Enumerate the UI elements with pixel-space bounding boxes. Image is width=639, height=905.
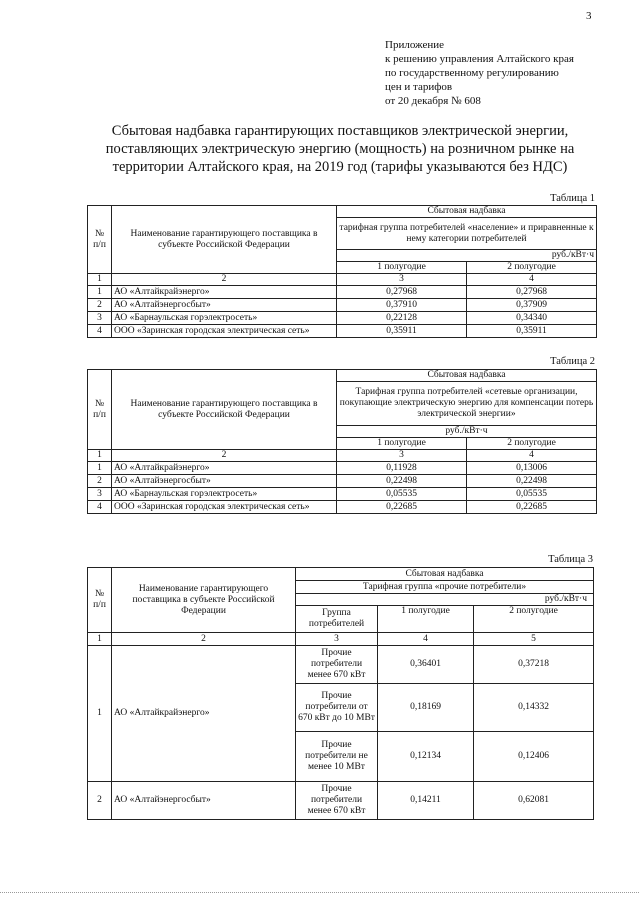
table3-colnum: 1 <box>88 633 112 646</box>
table3-half1-header: 1 полугодие <box>378 606 474 633</box>
consumer-group: Прочие потребители менее 670 кВт <box>296 646 378 684</box>
table3-colnum: 4 <box>378 633 474 646</box>
table1-caption: Таблица 1 <box>550 193 595 204</box>
value-half1: 0,11928 <box>337 462 467 475</box>
table2-colnum: 4 <box>467 450 597 462</box>
title-line: территории Алтайского края, на 2019 год (тарифы указываются без НДС) <box>112 159 568 175</box>
table3-subgroup-header: Группа потребителей <box>296 606 378 633</box>
row-number: 3 <box>88 488 112 501</box>
table1-unit: руб./кВт·ч <box>337 250 597 262</box>
title-line: Сбытовая надбавка гарантирующих поставщиков электрической энергии, <box>111 123 569 139</box>
document-title <box>70 122 610 176</box>
title-line: поставляющих электрическую энергию (мощность) на розничном рынке на <box>105 141 575 157</box>
table-row <box>88 299 597 312</box>
value-half1: 0,22685 <box>337 501 467 514</box>
value-half1: 0,12134 <box>378 732 474 782</box>
table1-half1-header: 1 полугодие <box>337 262 467 274</box>
supplier-name: АО «Барнаульская горэлектросеть» <box>112 312 337 325</box>
value-half2: 0,35911 <box>467 325 597 338</box>
value-half2: 0,22685 <box>467 501 597 514</box>
value-half1: 0,22498 <box>337 475 467 488</box>
table2-name-header: Наименование гарантирующего поставщика в субъекте Российской Федерации <box>112 370 337 450</box>
supplier-name: АО «Алтайэнергосбыт» <box>112 299 337 312</box>
table2-colnum: 3 <box>337 450 467 462</box>
supplier-name: АО «Алтайкрайэнерго» <box>112 462 337 475</box>
value-half1: 0,18169 <box>378 684 474 732</box>
value-half1: 0,05535 <box>337 488 467 501</box>
consumer-group: Прочие потребители от 670 кВт до 10 МВт <box>296 684 378 732</box>
table2-colnum: 1 <box>88 450 112 462</box>
row-number: 2 <box>88 475 112 488</box>
appendix-line: по государственному регулированию <box>385 67 559 79</box>
table3-group-header: Тарифная группа «прочие потребители» <box>296 581 594 594</box>
value-half2: 0,12406 <box>474 732 594 782</box>
appendix-line: к решению управления Алтайского края <box>385 53 574 65</box>
table-row <box>88 325 597 338</box>
table3 <box>87 567 594 820</box>
table-row <box>88 488 597 501</box>
row-number: 1 <box>88 286 112 299</box>
value-half1: 0,35911 <box>337 325 467 338</box>
table3-num-header: № п/п <box>88 568 112 633</box>
table3-half2-header: 2 полугодие <box>474 606 594 633</box>
table-row <box>88 782 594 820</box>
table-row <box>88 475 597 488</box>
value-half2: 0,37909 <box>467 299 597 312</box>
appendix-line: цен и тарифов <box>385 81 453 93</box>
table1-colnum: 2 <box>112 274 337 286</box>
supplier-name: АО «Алтайэнергосбыт» <box>112 782 296 820</box>
supplier-name: ООО «Заринская городская электрическая сеть» <box>112 325 337 338</box>
appendix-line: от 20 декабря № 608 <box>385 95 481 107</box>
table1-colnum: 4 <box>467 274 597 286</box>
table2 <box>87 369 597 514</box>
table2-half2-header: 2 полугодие <box>467 438 597 450</box>
value-half2: 0,34340 <box>467 312 597 325</box>
table1-colnum: 1 <box>88 274 112 286</box>
table3-name-header: Наименование гарантирующего поставщика в субъекте Российской Федерации <box>112 568 296 633</box>
table-row <box>88 286 597 299</box>
table1-num-header: № п/п <box>88 206 112 274</box>
supplier-name: АО «Алтайкрайэнерго» <box>112 646 296 782</box>
supplier-name: АО «Алтайэнергосбыт» <box>112 475 337 488</box>
supplier-name: АО «Алтайкрайэнерго» <box>112 286 337 299</box>
row-number: 2 <box>88 782 112 820</box>
table2-half1-header: 1 полугодие <box>337 438 467 450</box>
table2-caption: Таблица 2 <box>550 356 595 367</box>
table2-unit: руб./кВт·ч <box>337 426 597 438</box>
consumer-group: Прочие потребители менее 670 кВт <box>296 782 378 820</box>
value-half2: 0,14332 <box>474 684 594 732</box>
table2-num-header: № п/п <box>88 370 112 450</box>
supplier-name: АО «Барнаульская горэлектросеть» <box>112 488 337 501</box>
table2-markup-header: Сбытовая надбавка <box>337 370 597 382</box>
table1 <box>87 205 597 338</box>
row-number: 2 <box>88 299 112 312</box>
table-row <box>88 312 597 325</box>
value-half1: 0,14211 <box>378 782 474 820</box>
table1-colnum: 3 <box>337 274 467 286</box>
appendix-line: Приложение <box>385 39 445 51</box>
page-bottom-divider <box>0 892 639 893</box>
table3-colnum: 3 <box>296 633 378 646</box>
table1-markup-header: Сбытовая надбавка <box>337 206 597 218</box>
appendix-block <box>385 38 574 108</box>
table2-colnum: 2 <box>112 450 337 462</box>
value-half1: 0,27968 <box>337 286 467 299</box>
value-half2: 0,62081 <box>474 782 594 820</box>
value-half2: 0,37218 <box>474 646 594 684</box>
consumer-group: Прочие потребители не менее 10 МВт <box>296 732 378 782</box>
value-half2: 0,22498 <box>467 475 597 488</box>
table3-colnum: 2 <box>112 633 296 646</box>
table3-caption: Таблица 3 <box>548 554 593 565</box>
value-half1: 0,22128 <box>337 312 467 325</box>
value-half1: 0,36401 <box>378 646 474 684</box>
table3-colnum: 5 <box>474 633 594 646</box>
value-half1: 0,37910 <box>337 299 467 312</box>
table-row <box>88 462 597 475</box>
value-half2: 0,05535 <box>467 488 597 501</box>
row-number: 1 <box>88 646 112 782</box>
row-number: 4 <box>88 325 112 338</box>
table-row <box>88 646 594 684</box>
table1-group-header: тарифная группа потребителей «население» и приравненные к нему категории потребителей <box>337 218 597 250</box>
value-half2: 0,27968 <box>467 286 597 299</box>
table1-half2-header: 2 полугодие <box>467 262 597 274</box>
row-number: 4 <box>88 501 112 514</box>
table1-name-header: Наименование гарантирующего поставщика в субъекте Российской Федерации <box>112 206 337 274</box>
row-number: 3 <box>88 312 112 325</box>
row-number: 1 <box>88 462 112 475</box>
table2-group-header: Тарифная группа потребителей «сетевые организации, покупающие электрическую энергию для компенсации потерь электрической энергии» <box>337 382 597 426</box>
supplier-name: ООО «Заринская городская электрическая сеть» <box>112 501 337 514</box>
page-number: 3 <box>586 10 592 22</box>
value-half2: 0,13006 <box>467 462 597 475</box>
table-row <box>88 501 597 514</box>
table3-markup-header: Сбытовая надбавка <box>296 568 594 581</box>
table3-unit: руб./кВт·ч <box>296 594 594 606</box>
